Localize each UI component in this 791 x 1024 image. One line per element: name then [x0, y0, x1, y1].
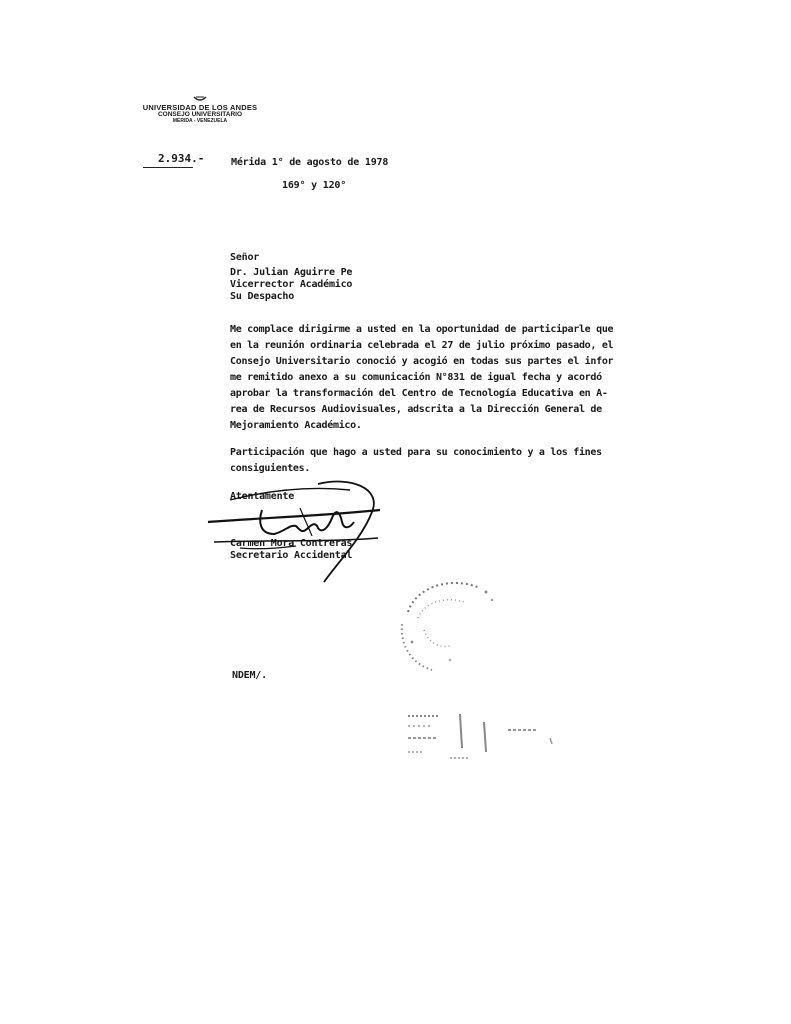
recipient-salutation: Señor	[230, 252, 260, 263]
handwritten-signature	[200, 478, 390, 588]
faded-marks	[400, 708, 560, 768]
body-line: rea de Recursos Audiovisuales, adscrita a la Dirección General de	[230, 404, 602, 415]
body-line: Consejo Universitario conoció y acogió en todas sus partes el infor	[230, 356, 614, 367]
signatory-title: Secretario Accidental	[230, 550, 353, 561]
letterhead-university: UNIVERSIDAD DE LOS ANDES	[142, 103, 258, 112]
body-line: Mejoramiento Académico.	[230, 420, 362, 431]
body-paragraph-2	[230, 445, 602, 477]
body-paragraph-1	[230, 322, 613, 434]
reference-underline	[143, 167, 193, 168]
date-line: Mérida 1° de agosto de 1978	[231, 157, 389, 168]
body-line: consiguientes.	[230, 463, 311, 474]
recipient-name: Dr. Julian Aguirre Pe	[230, 267, 353, 278]
body-line: Participación que hago a usted para su conocimiento y a los fines	[230, 447, 602, 458]
letterhead-city: MERIDA - VENEZUELA	[172, 117, 228, 124]
typist-initials: NDEM/.	[232, 670, 267, 681]
faded-stamp	[388, 572, 508, 682]
recipient-title: Vicerrector Académico	[230, 279, 353, 290]
body-line: aprobar la transformación del Centro de Tecnología Educativa en A-	[230, 388, 608, 399]
years-line: 169° y 120°	[282, 180, 347, 191]
body-line: me remitido anexo a su comunicación N°831 de igual fecha y acordó	[230, 372, 602, 383]
body-line: en la reunión ordinaria celebrada el 27 de julio próximo pasado, el	[230, 340, 614, 351]
recipient-office: Su Despacho	[230, 291, 295, 302]
university-emblem	[193, 96, 207, 103]
letterhead	[140, 96, 260, 124]
reference-number: 2.934.-	[158, 152, 205, 165]
body-line: Me complace dirigirme a usted en la oportunidad de participarle que	[230, 324, 614, 335]
closing: Atentamente	[230, 491, 295, 502]
signatory-name: Carmen Mora Contreras	[230, 538, 353, 549]
letterhead-council: CONSEJO UNIVERSITARIO	[157, 110, 243, 118]
